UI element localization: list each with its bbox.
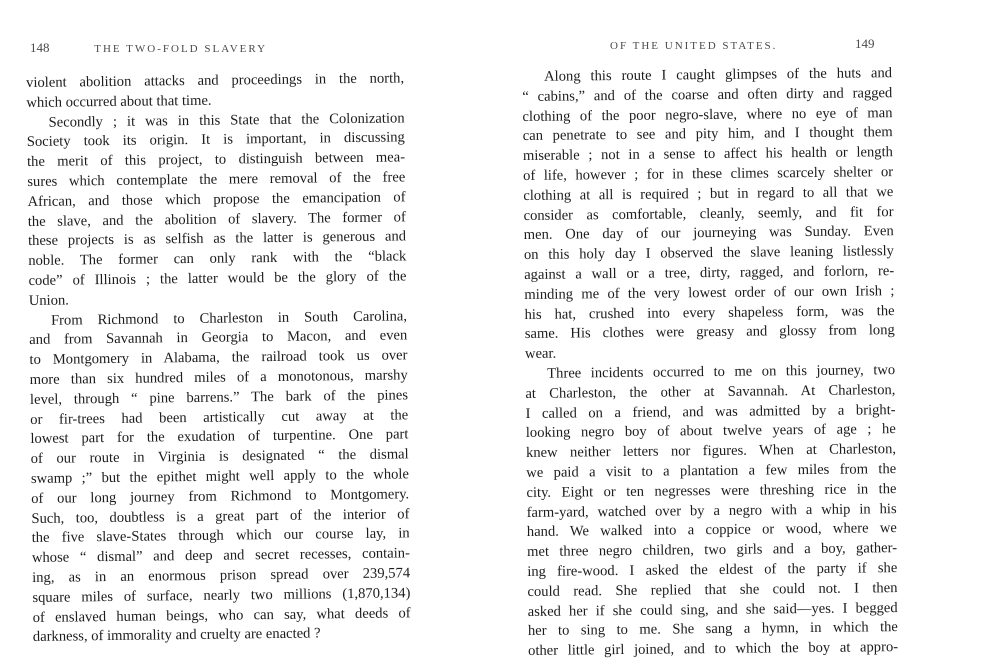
text-line: ing, as in an enormous prison spread over 239,574	[32, 565, 411, 586]
right-running-head: OF THE UNITED STATES.	[610, 40, 778, 52]
text-line: Union.	[28, 292, 70, 309]
text-line: asked her if she could sing, and she said—yes. I begged	[527, 599, 898, 620]
text-line: on this holy day I observed the slave leaning listlessly	[523, 243, 895, 264]
right-page-header	[610, 36, 875, 52]
text-line: From Richmond to Charleston in South Carolina,	[50, 307, 408, 329]
text-line: whose “ dismal” and deep and secret recesses, contain-	[31, 545, 410, 567]
text-line: consider as comfortable, cleanly, seemly, and fit for	[523, 203, 894, 224]
text-line: ing fire-wood. I asked the eldest of the party if she	[527, 560, 898, 580]
text-line: noble. The former can only rank with the “black	[28, 248, 407, 270]
text-line: the merit of this project, to distinguish between mea-	[26, 149, 406, 171]
text-line: can penetrate to see and pity him, and I thought them	[522, 124, 893, 145]
text-line: of our route in Virginia is designated “ the dismal	[30, 446, 409, 468]
text-line: Secondly ; it was in this State that the Colonization	[48, 109, 405, 131]
text-line: of life, however ; for in these climes scarcely shelter or	[523, 164, 894, 184]
text-line: or fir-trees had been artistically cut away at the	[30, 406, 409, 428]
left-page-text	[26, 69, 411, 648]
text-line: Three incidents occurred to me on this journey, two	[547, 362, 896, 382]
text-line: other little girl joined, and to which the boy at appro-	[528, 639, 899, 660]
text-line: minding me of the very lowest order of our own Irish ;	[524, 282, 895, 303]
text-line: of our long journey from Richmond to Montgomery.	[31, 486, 410, 507]
text-line: could read. She replied that she could not. I then	[527, 579, 898, 600]
text-line: the slave, and the abolition of slavery. The former of	[27, 208, 406, 230]
left-page	[0, 0, 470, 646]
left-running-head: THE TWO-FOLD SLAVERY	[94, 43, 268, 55]
text-line: “ cabins,” and of the coarse and often dirty and ragged	[522, 84, 893, 105]
text-line: more than six hundred miles of a monotonous, marshy	[29, 367, 408, 388]
text-line: African, and those which propose the emancipation of	[27, 189, 406, 210]
text-line: city. Eight or ten negresses were threshing rice in the	[526, 480, 897, 501]
text-line: hand. We walked into a coppice or wood, where we	[526, 520, 897, 541]
right-page-text	[522, 64, 898, 662]
text-line: men. One day of our journeying was Sunday. Even	[523, 223, 894, 244]
text-line: sures which contemplate the mere removal of the free	[27, 169, 406, 190]
right-page-number: 149	[855, 36, 875, 51]
text-line: at Charleston, the other at Savannah. At Charleston,	[525, 381, 896, 402]
text-line: violent abolition attacks and proceedings in the north,	[26, 70, 405, 91]
text-line: against a wall or a tree, dirty, ragged, and forlorn, re-	[524, 263, 895, 283]
text-line: Such, too, doubtless is a great part of the interior of	[31, 505, 410, 527]
text-line: square miles of surface, nearly two millions (1,870,134)	[32, 585, 411, 606]
text-line: to Montgomery in Alabama, the railroad took us over	[29, 347, 408, 369]
text-line: we paid a visit to a plantation a few miles from the	[526, 461, 897, 481]
text-line: these projects is as selfish as the latter is generous and	[27, 228, 407, 250]
text-line: farm-yard, watched over by a negro with a whip in his	[526, 500, 897, 521]
text-line: which occurred about that time.	[26, 92, 212, 111]
text-line: lowest part for the exudation of turpentine. One part	[30, 426, 409, 448]
text-line: his hat, crushed into every shapeless form, was the	[524, 302, 895, 323]
text-line: I called on a friend, and was admitted by a bright-	[525, 401, 896, 422]
text-line: Along this route I caught glimpses of the huts and	[544, 65, 893, 85]
text-line: clothing of the poor negro-slave, where no eye of man	[522, 104, 893, 125]
text-line: and from Savannah in Georgia to Macon, and even	[29, 327, 408, 349]
text-line: code” of Illinois ; the latter would be the glory of the	[28, 268, 407, 289]
text-line: her to sing to me. She sang a hymn, in which the	[527, 619, 898, 640]
text-line: darkness, of immorality and cruelty are enacted ?	[32, 625, 321, 646]
text-line: the five slave-States through which our course lay, in	[31, 525, 410, 547]
text-line: level, through “ pine barrens.” The bark of the pines	[29, 387, 409, 408]
text-line: Society took its origin. It is important, in discussing	[26, 129, 405, 151]
right-page	[470, 0, 1000, 660]
text-line: looking negro boy of about twelve years of age ; he	[525, 421, 896, 442]
left-page-header	[30, 40, 267, 56]
text-line: miserable ; not in a sense to affect his health or length	[522, 144, 893, 165]
text-line: knew neither letters nor figures. When at Charleston,	[525, 441, 897, 462]
text-line: wear.	[524, 345, 557, 363]
text-line: of enslaved human beings, who can say, what deeds of	[32, 604, 411, 626]
text-line: same. His clothes were greasy and glossy from long	[524, 322, 895, 343]
left-page-number: 148	[30, 40, 50, 55]
text-line: clothing at all is required ; but in regard to all that we	[523, 183, 894, 204]
text-line: met three negro children, two girls and a boy, gather-	[526, 540, 898, 561]
text-line: swamp ;” but the epithet might well apply to the whole	[30, 466, 410, 487]
